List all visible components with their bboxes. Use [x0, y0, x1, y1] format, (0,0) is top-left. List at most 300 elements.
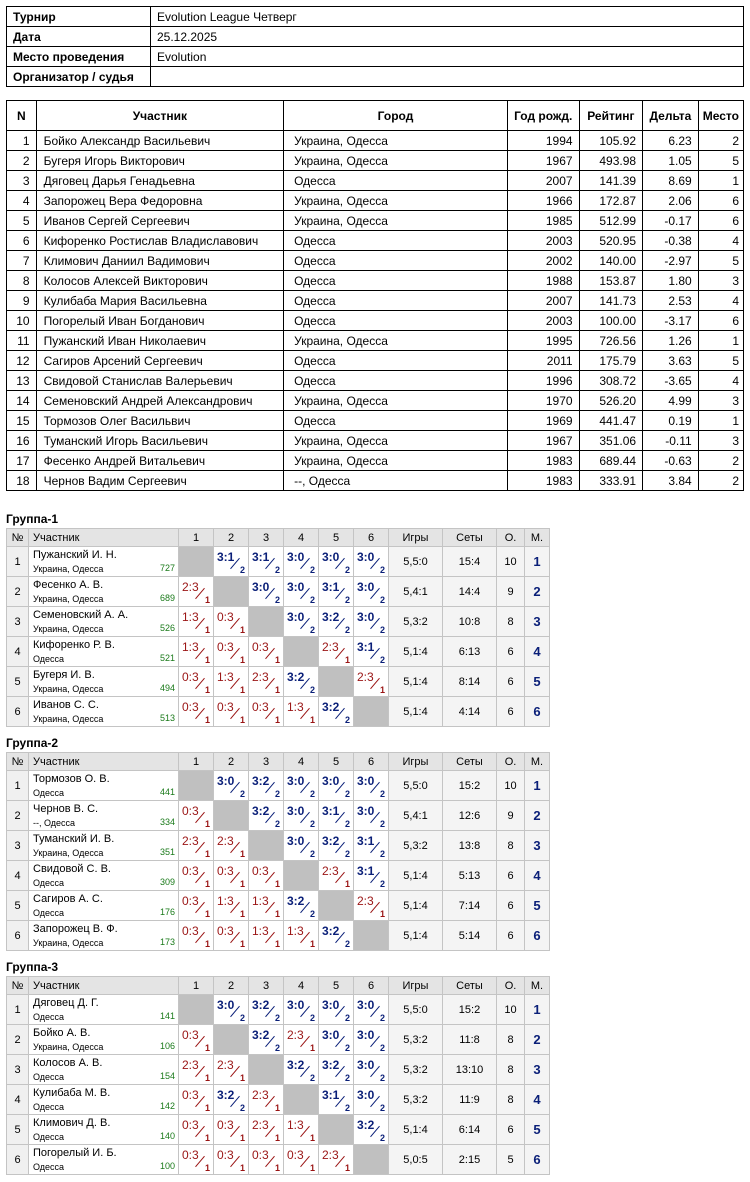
participant-cell: 140.00 — [579, 251, 642, 271]
points-cell: 10 — [497, 771, 525, 801]
match-score-cell — [214, 1115, 249, 1145]
sets-cell: 5:14 — [443, 921, 497, 951]
match-points: 1 — [274, 685, 280, 695]
player-name: Чернов В. С. — [33, 803, 99, 815]
match-score-cell — [249, 1145, 284, 1175]
match-points: 1 — [204, 909, 210, 919]
row-number: 5 — [7, 891, 29, 921]
points-cell: 6 — [497, 637, 525, 667]
match-score-cell — [354, 637, 389, 667]
player-city: Одесса — [33, 654, 65, 664]
participant-cell: 105.92 — [579, 131, 642, 151]
participant-cell: 689.44 — [579, 451, 642, 471]
group-title: Группа-2 — [6, 736, 59, 750]
match-score-cell — [249, 891, 284, 921]
match-points: 2 — [309, 909, 315, 919]
group-header: 3 — [249, 753, 284, 771]
group-row — [7, 667, 550, 697]
match-score: 2:3 — [217, 1058, 234, 1072]
match-score-cell — [319, 607, 354, 637]
group-header: 1 — [179, 977, 214, 995]
player-rating: 309 — [159, 877, 175, 887]
info-row — [7, 67, 744, 87]
games-cell: 5,1:4 — [389, 861, 443, 891]
sets-cell: 13:10 — [443, 1055, 497, 1085]
group-row — [7, 771, 550, 801]
group-header: № — [7, 753, 29, 771]
match-score: 3:0 — [357, 774, 375, 788]
group-row — [7, 861, 550, 891]
group-title: Группа-3 — [6, 960, 59, 974]
match-score: 3:0 — [217, 998, 235, 1012]
match-score: 3:0 — [357, 610, 375, 624]
participant-cell: 1983 — [507, 451, 579, 471]
match-points: 1 — [274, 939, 280, 949]
sets-cell: 12:6 — [443, 801, 497, 831]
match-score-cell — [319, 1085, 354, 1115]
participant-cell: Одесса — [284, 291, 508, 311]
participant-cell: -0.11 — [643, 431, 699, 451]
participant-cell: Одесса — [284, 371, 508, 391]
participant-row — [7, 471, 744, 491]
points-cell: 8 — [497, 1085, 525, 1115]
match-points: 2 — [379, 1013, 385, 1023]
match-score: 0:3 — [252, 864, 269, 878]
match-score: 3:0 — [357, 1028, 375, 1042]
participant-cell: Украина, Одесса — [284, 451, 508, 471]
match-points: 1 — [204, 1043, 210, 1053]
points-cell: 6 — [497, 921, 525, 951]
group-header: 5 — [319, 977, 354, 995]
match-score-cell — [214, 921, 249, 951]
sets-cell: 8:14 — [443, 667, 497, 697]
participant-cell: Кифоренко Ростислав Владиславович — [36, 231, 284, 251]
match-score: 3:0 — [322, 550, 340, 564]
info-row — [7, 27, 744, 47]
match-points: 2 — [344, 789, 350, 799]
participant-cell: 16 — [7, 431, 37, 451]
group-header: Сеты — [443, 753, 497, 771]
self-match-cell — [354, 697, 389, 727]
match-points: 1 — [204, 1133, 210, 1143]
participant-cell: Одесса — [284, 351, 508, 371]
place-cell: 4 — [525, 861, 550, 891]
participant-cell: Украина, Одесса — [284, 391, 508, 411]
participant-cell: 14 — [7, 391, 37, 411]
player-name: Иванов С. С. — [33, 699, 99, 711]
self-match-cell — [249, 1055, 284, 1085]
player-cell — [29, 607, 179, 637]
match-score-cell — [179, 1025, 214, 1055]
participant-cell: Тормозов Олег Васильвич — [36, 411, 284, 431]
place-cell: 1 — [525, 547, 550, 577]
participants-table — [6, 100, 744, 491]
sets-cell: 15:2 — [443, 771, 497, 801]
participant-cell: 6 — [698, 311, 743, 331]
row-number: 6 — [7, 697, 29, 727]
match-score-cell — [319, 995, 354, 1025]
match-score: 3:2 — [322, 700, 340, 714]
participant-cell: 2003 — [507, 311, 579, 331]
info-label: Турнир — [7, 7, 151, 27]
match-points: 2 — [344, 625, 350, 635]
sets-cell: 11:9 — [443, 1085, 497, 1115]
match-score: 3:0 — [287, 580, 305, 594]
match-points: 1 — [239, 879, 245, 889]
match-score-cell — [249, 861, 284, 891]
group-header: 6 — [354, 529, 389, 547]
group-header: О. — [497, 753, 525, 771]
match-score: 2:3 — [322, 640, 339, 654]
match-points: 2 — [239, 789, 245, 799]
match-score-cell — [179, 607, 214, 637]
match-points: 1 — [239, 909, 245, 919]
match-score: 0:3 — [182, 1028, 199, 1042]
group-header: Участник — [29, 529, 179, 547]
info-row — [7, 47, 744, 67]
group-row — [7, 921, 550, 951]
match-score: 3:0 — [287, 804, 305, 818]
participant-cell: --, Одесса — [284, 471, 508, 491]
match-score-cell — [214, 891, 249, 921]
match-points: 1 — [204, 715, 210, 725]
match-points: 2 — [239, 1103, 245, 1113]
match-score: 3:0 — [287, 834, 305, 848]
participant-cell: 172.87 — [579, 191, 642, 211]
match-score-cell — [214, 1145, 249, 1175]
match-score: 3:0 — [357, 580, 375, 594]
match-points: 1 — [239, 1163, 245, 1173]
participant-cell: 4 — [698, 231, 743, 251]
match-score-cell — [284, 1115, 319, 1145]
match-score: 2:3 — [357, 894, 374, 908]
place-cell: 6 — [525, 1145, 550, 1175]
self-match-cell — [354, 1145, 389, 1175]
match-score-cell — [354, 831, 389, 861]
match-score-cell — [284, 831, 319, 861]
match-score-cell — [179, 667, 214, 697]
player-cell — [29, 1025, 179, 1055]
match-score: 1:3 — [217, 670, 234, 684]
match-score: 3:2 — [252, 804, 270, 818]
place-cell: 5 — [525, 1115, 550, 1145]
participant-row — [7, 431, 744, 451]
participant-cell: 2007 — [507, 171, 579, 191]
self-match-cell — [319, 891, 354, 921]
player-name: Климович Д. В. — [33, 1117, 111, 1129]
group-row — [7, 547, 550, 577]
group-header: 2 — [214, 977, 249, 995]
participant-cell: Погорелый Иван Богданович — [36, 311, 284, 331]
info-label: Место проведения — [7, 47, 151, 67]
group-header: Сеты — [443, 977, 497, 995]
row-number: 3 — [7, 1055, 29, 1085]
group-header: 1 — [179, 529, 214, 547]
match-points: 1 — [274, 715, 280, 725]
match-score: 3:2 — [252, 1028, 270, 1042]
match-points: 2 — [379, 819, 385, 829]
player-city: Одесса — [33, 1012, 65, 1022]
match-score-cell — [319, 861, 354, 891]
match-points: 2 — [344, 1043, 350, 1053]
games-cell: 5,3:2 — [389, 831, 443, 861]
participant-cell: Украина, Одесса — [284, 211, 508, 231]
match-score: 1:3 — [182, 640, 199, 654]
participant-cell: 6 — [698, 191, 743, 211]
games-cell: 5,3:2 — [389, 1085, 443, 1115]
participant-cell: Сагиров Арсений Сергеевич — [36, 351, 284, 371]
group-1 — [6, 510, 549, 727]
info-value: Evolution League Четверг — [151, 7, 744, 27]
participant-cell: 141.73 — [579, 291, 642, 311]
participant-row — [7, 331, 744, 351]
place-cell: 2 — [525, 577, 550, 607]
match-score: 2:3 — [252, 1118, 269, 1132]
match-score: 3:0 — [357, 1058, 375, 1072]
points-cell: 10 — [497, 547, 525, 577]
participant-cell: 3 — [7, 171, 37, 191]
player-city: Украина, Одесса — [33, 594, 104, 604]
participant-cell: 1967 — [507, 431, 579, 451]
participant-cell: 17 — [7, 451, 37, 471]
match-score: 0:3 — [182, 894, 199, 908]
player-cell — [29, 637, 179, 667]
sets-cell: 2:15 — [443, 1145, 497, 1175]
row-number: 4 — [7, 637, 29, 667]
match-score-cell — [179, 921, 214, 951]
participant-cell: 2003 — [507, 231, 579, 251]
games-cell: 5,0:5 — [389, 1145, 443, 1175]
group-header: 4 — [284, 529, 319, 547]
sets-cell: 10:8 — [443, 607, 497, 637]
points-cell: 8 — [497, 1055, 525, 1085]
sets-cell: 11:8 — [443, 1025, 497, 1055]
self-match-cell — [214, 801, 249, 831]
place-cell: 2 — [525, 1025, 550, 1055]
match-score: 0:3 — [217, 1148, 234, 1162]
player-cell — [29, 921, 179, 951]
place-cell: 5 — [525, 891, 550, 921]
match-score: 0:3 — [252, 640, 269, 654]
match-score-cell — [179, 1145, 214, 1175]
participant-cell: 1.26 — [643, 331, 699, 351]
group-table — [6, 528, 550, 727]
match-score: 3:2 — [287, 670, 305, 684]
match-points: 1 — [309, 1163, 315, 1173]
participants-header: Город — [284, 101, 508, 131]
match-score: 2:3 — [182, 834, 199, 848]
participant-cell: 8 — [7, 271, 37, 291]
match-score-cell — [354, 801, 389, 831]
participant-row — [7, 151, 744, 171]
match-points: 2 — [344, 849, 350, 859]
group-row — [7, 891, 550, 921]
match-points: 1 — [274, 1103, 280, 1113]
participant-cell: Фесенко Андрей Витальевич — [36, 451, 284, 471]
match-score: 1:3 — [252, 894, 269, 908]
match-score-cell — [249, 577, 284, 607]
player-name: Кифоренко Р. В. — [33, 639, 115, 651]
match-score-cell — [284, 1055, 319, 1085]
participant-cell: 526.20 — [579, 391, 642, 411]
player-name: Тормозов О. В. — [33, 773, 110, 785]
match-score: 0:3 — [182, 1118, 199, 1132]
match-score-cell — [284, 1025, 319, 1055]
participant-row — [7, 351, 744, 371]
match-score: 3:1 — [357, 864, 375, 878]
place-cell: 5 — [525, 667, 550, 697]
participants-header: Год рожд. — [507, 101, 579, 131]
group-row — [7, 801, 550, 831]
player-cell — [29, 891, 179, 921]
player-rating: 141 — [159, 1011, 175, 1021]
player-rating: 526 — [159, 623, 175, 633]
participant-cell: Одесса — [284, 251, 508, 271]
row-number: 6 — [7, 921, 29, 951]
match-score: 0:3 — [182, 1148, 199, 1162]
match-points: 2 — [344, 819, 350, 829]
match-points: 2 — [344, 939, 350, 949]
participant-cell: Дяговец Дарья Генадьевна — [36, 171, 284, 191]
match-points: 1 — [239, 715, 245, 725]
sets-cell: 5:13 — [443, 861, 497, 891]
participant-cell: 1983 — [507, 471, 579, 491]
match-score-cell — [354, 861, 389, 891]
participant-cell: 13 — [7, 371, 37, 391]
match-score-cell — [284, 577, 319, 607]
match-points: 2 — [344, 565, 350, 575]
match-points: 1 — [309, 715, 315, 725]
participant-cell: 5 — [7, 211, 37, 231]
match-score-cell — [214, 831, 249, 861]
place-cell: 6 — [525, 921, 550, 951]
participant-cell: 4 — [698, 291, 743, 311]
participants-header: Место — [698, 101, 743, 131]
match-score: 3:0 — [322, 774, 340, 788]
info-row — [7, 7, 744, 27]
match-score-cell — [319, 1145, 354, 1175]
row-number: 4 — [7, 861, 29, 891]
participant-cell: 1988 — [507, 271, 579, 291]
player-rating: 140 — [159, 1131, 175, 1141]
match-score: 3:0 — [322, 998, 340, 1012]
info-label: Организатор / судья — [7, 67, 151, 87]
match-score: 0:3 — [217, 700, 234, 714]
participant-cell: 15 — [7, 411, 37, 431]
participant-cell: Колосов Алексей Викторович — [36, 271, 284, 291]
match-points: 2 — [309, 595, 315, 605]
group-header: М. — [525, 977, 550, 995]
match-score-cell — [354, 667, 389, 697]
place-cell: 1 — [525, 995, 550, 1025]
match-points: 1 — [204, 595, 210, 605]
participant-cell: 493.98 — [579, 151, 642, 171]
group-header: Сеты — [443, 529, 497, 547]
self-match-cell — [284, 1085, 319, 1115]
player-rating: 334 — [159, 817, 175, 827]
player-cell — [29, 831, 179, 861]
player-city: Украина, Одесса — [33, 848, 104, 858]
participant-cell: 141.39 — [579, 171, 642, 191]
participant-cell: Чернов Вадим Сергеевич — [36, 471, 284, 491]
group-table — [6, 976, 550, 1175]
group-row — [7, 1055, 550, 1085]
participant-cell: -3.65 — [643, 371, 699, 391]
group-header: Игры — [389, 977, 443, 995]
participant-cell: 1969 — [507, 411, 579, 431]
tournament-info-table — [6, 6, 744, 87]
match-score: 0:3 — [287, 1148, 304, 1162]
match-score: 3:1 — [322, 1088, 340, 1102]
participant-cell: 1970 — [507, 391, 579, 411]
self-match-cell — [249, 831, 284, 861]
match-points: 2 — [344, 1013, 350, 1023]
games-cell: 5,3:2 — [389, 607, 443, 637]
match-points: 1 — [239, 1133, 245, 1143]
participant-cell: 1995 — [507, 331, 579, 351]
match-score-cell — [319, 697, 354, 727]
row-number: 2 — [7, 801, 29, 831]
match-score-cell — [284, 697, 319, 727]
match-score: 3:0 — [357, 804, 375, 818]
match-score-cell — [319, 637, 354, 667]
participant-cell: 3.63 — [643, 351, 699, 371]
player-cell — [29, 1145, 179, 1175]
match-score-cell — [179, 891, 214, 921]
games-cell: 5,1:4 — [389, 891, 443, 921]
group-header: Игры — [389, 529, 443, 547]
player-cell — [29, 1085, 179, 1115]
self-match-cell — [319, 1115, 354, 1145]
match-points: 1 — [204, 879, 210, 889]
place-cell: 4 — [525, 1085, 550, 1115]
sets-cell: 15:4 — [443, 547, 497, 577]
match-points: 2 — [379, 1103, 385, 1113]
match-points: 1 — [204, 625, 210, 635]
player-rating: 727 — [159, 563, 175, 573]
info-label: Дата — [7, 27, 151, 47]
participants-header: N — [7, 101, 37, 131]
match-score: 0:3 — [217, 640, 234, 654]
match-score: 3:2 — [322, 1058, 340, 1072]
match-score: 2:3 — [322, 1148, 339, 1162]
participant-cell: 1.05 — [643, 151, 699, 171]
player-rating: 100 — [159, 1161, 175, 1171]
match-points: 1 — [204, 819, 210, 829]
participant-cell: Пужанский Иван Николаевич — [36, 331, 284, 351]
match-score-cell — [179, 637, 214, 667]
match-score-cell — [319, 801, 354, 831]
match-score: 1:3 — [287, 924, 304, 938]
games-cell: 5,1:4 — [389, 1115, 443, 1145]
match-points: 1 — [204, 939, 210, 949]
player-rating: 173 — [159, 937, 175, 947]
match-points: 2 — [344, 715, 350, 725]
participant-cell: 3.84 — [643, 471, 699, 491]
match-points: 2 — [379, 565, 385, 575]
participant-cell: Кулибаба Мария Васильевна — [36, 291, 284, 311]
player-city: Одесса — [33, 1132, 65, 1142]
participant-cell: 2 — [698, 131, 743, 151]
match-score: 0:3 — [182, 924, 199, 938]
match-score-cell — [249, 995, 284, 1025]
match-score: 3:2 — [322, 610, 340, 624]
self-match-cell — [214, 577, 249, 607]
participant-cell: 8.69 — [643, 171, 699, 191]
match-points: 1 — [239, 939, 245, 949]
match-score: 3:0 — [357, 1088, 375, 1102]
group-header: 2 — [214, 753, 249, 771]
